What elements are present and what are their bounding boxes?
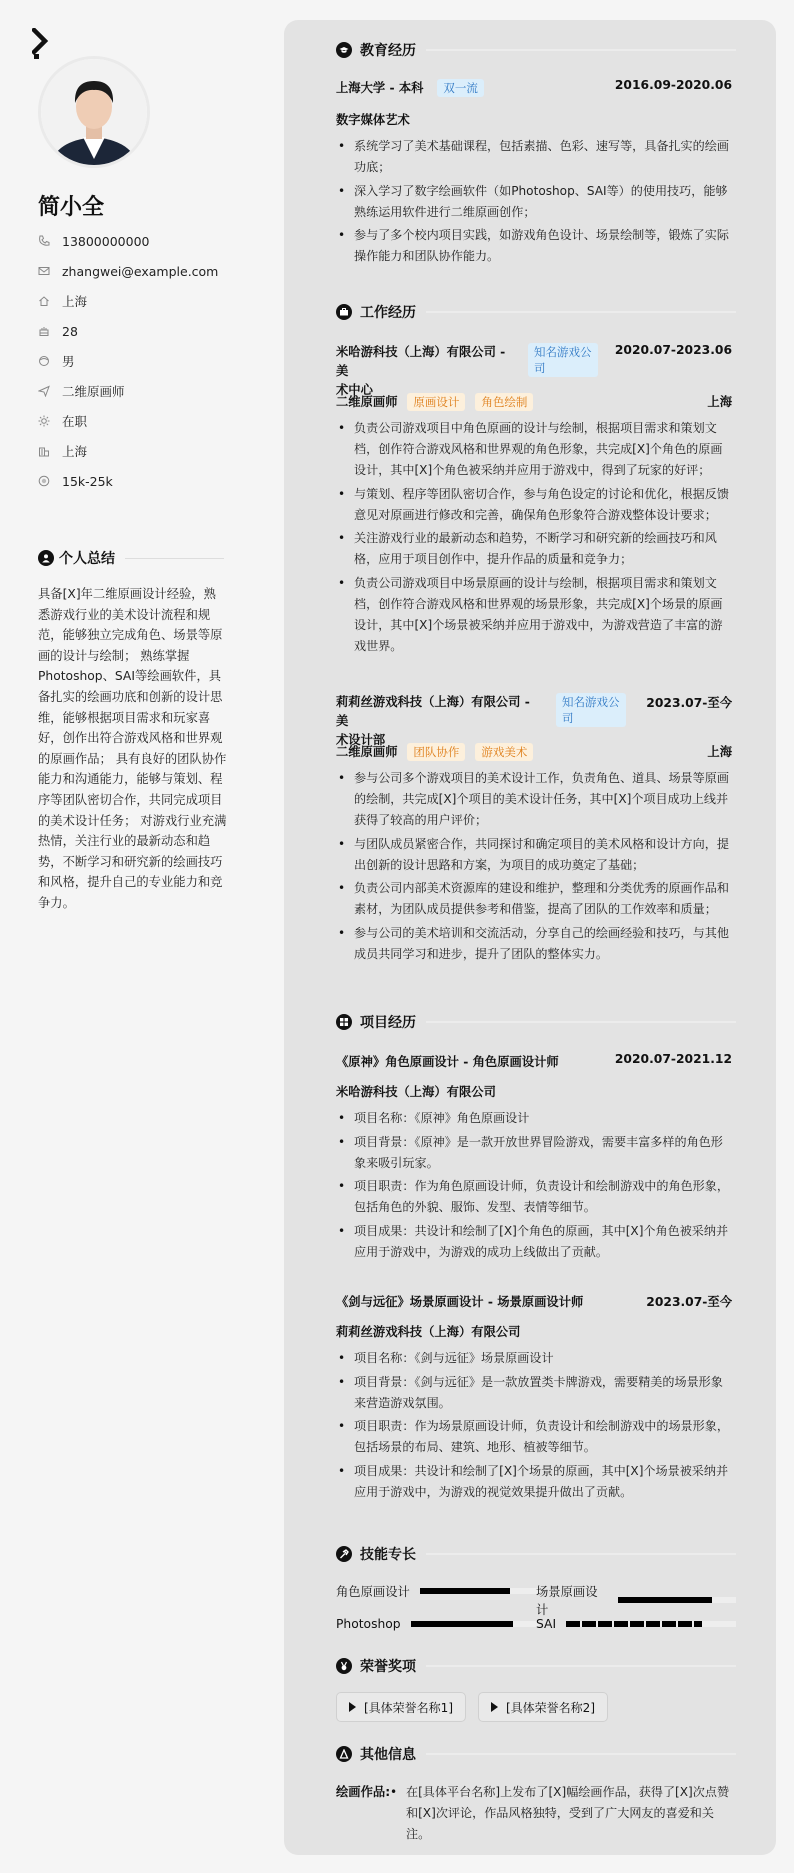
job-bullet: • 负责公司游戏项目中角色原画的设计与绘制，根据项目需求和策划文档，创作符合游戏风格和世界观的角色形象，共完成[X]个角色的原画设计，其中[X]个角色被采纳并应用于游戏中，得到了玩家的好评； [336,418,732,481]
project-company: 米哈游科技（上海）有限公司 [336,1085,496,1099]
project-bullets [336,1108,732,1265]
skill-name: 角色原画设计 [336,1585,410,1599]
contact-phone [38,226,238,256]
contact-salary [38,466,238,496]
honor-item-button[interactable] [478,1692,608,1722]
projects-heading-text: 项目经历 [360,1015,416,1031]
job-bullets [336,768,732,967]
job-entry [336,343,732,397]
job-bullet: • 负责公司内部美术资源库的建设和维护，整理和分类优秀的原画作品和素材，为团队成员提供参考和借鉴，提高了团队的工作效率和质量； [336,878,732,920]
info-icon [336,1746,352,1762]
other-label: 绘画作品: [336,1785,391,1799]
project-date: 2023.07-至今 [646,1295,732,1309]
age-icon [38,325,50,337]
contact-work-city [38,436,238,466]
user-icon [38,550,54,566]
other-heading [336,1744,736,1764]
skill-bar-fill [411,1621,513,1627]
skill-item [536,1617,736,1631]
skill-item [336,1617,539,1631]
job-bullet: • 负责公司游戏项目中场景原画的设计与绘制，根据项目需求和策划文档，创作符合游戏风格和世界观的场景形象，共完成[X]个场景的原画设计，其中[X]个场景被采纳并应用于游戏中，为游戏营造了丰富的游戏世界。 [336,573,732,657]
job-company-line1: 莉莉丝游戏科技（上海）有限公司 - 美 [336,695,530,728]
skill-name: SAI [536,1617,557,1631]
summary-divider [125,558,224,559]
job-company-tag-line1: 知名游戏公 [534,345,592,359]
location-text: 上海 [62,294,88,309]
project-title: 《原神》角色原画设计 - 角色原画设计师 [336,1055,559,1069]
skill-bar [618,1597,736,1603]
education-heading [336,40,736,60]
home-icon [38,295,50,307]
job-company-tag-line2: 司 [562,711,574,725]
honor-item-button[interactable] [336,1692,466,1722]
education-heading-text: 教育经历 [360,43,416,59]
gender-text: 男 [62,354,75,369]
other-divider [426,1753,736,1755]
job-company-tag-line1: 知名游戏公 [562,695,620,709]
profile-name: 简小全 [38,195,105,220]
job-role: 二维原画师 [336,395,398,409]
projects-heading [336,1012,736,1032]
honors-list [336,1692,732,1722]
graduation-cap-icon [336,42,352,58]
skill-name: Photoshop [336,1617,401,1631]
job-role: 二维原画师 [336,745,398,759]
other-bullets [388,1782,732,1848]
skills-heading-text: 技能专长 [360,1547,416,1563]
skills-divider [426,1553,736,1555]
honors-heading-text: 荣誉奖项 [360,1659,416,1675]
honor-name: [具体荣誉名称2] [506,1700,595,1715]
education-bullet: • 参与了多个校内项目实践，如游戏角色设计、场景绘制等，锻炼了实际操作能力和团队协作能力。 [336,225,732,267]
job-bullet: • 与策划、程序等团队密切合作，参与角色设定的讨论和优化，根据反馈意见对原画进行修改和完善，确保角色形象符合游戏整体设计要求； [336,484,732,526]
salary-text: 15k-25k [62,473,113,489]
education-bullet: • 系统学习了美术基础课程，包括素描、色彩、速写等，具备扎实的绘画功底； [336,136,732,178]
tools-icon [336,1546,352,1562]
education-bullet: • 深入学习了数字绘画软件（如Photoshop、SAI等）的使用技巧，能够熟练运用软件进行二维原画创作； [336,181,732,223]
job-company-tag [528,343,598,377]
project-title-row [336,1052,732,1070]
briefcase-icon [336,304,352,320]
phone-text: 13800000000 [62,233,150,249]
job-company-line1: 米哈游科技（上海）有限公司 - 美 [336,345,506,378]
honors-divider [426,1665,736,1667]
education-divider [426,49,736,51]
project-bullets [336,1348,732,1505]
work-city-text: 上海 [62,444,88,459]
school-name: 上海大学 - 本科 [336,81,424,95]
logo-chevron-icon [32,28,54,60]
project-title-row [336,1292,732,1310]
project-bullet: • 项目背景：《剑与远征》是一款放置类卡牌游戏，需要精美的场景形象来营造游戏氛围。 [336,1372,732,1414]
contact-email [38,256,238,286]
project-bullet: • 项目职责：作为角色原画设计师，负责设计和绘制游戏中的角色形象，包括角色的外貌、服饰、发型、表情等细节。 [336,1176,732,1218]
job-role-row [336,392,732,411]
honor-name: [具体荣誉名称1] [364,1700,453,1715]
other-bullet: • 在[具体平台名称]上发布了[X]幅绘画作品，获得了[X]次点赞和[X]次评论，作品风格独特，受到了广大网友的喜爱和关注。 [388,1782,732,1845]
skill-bar-fill [618,1597,712,1603]
job-company-tag [556,693,626,727]
contact-age [38,316,238,346]
job-date: 2023.07-至今 [646,696,732,710]
job-city: 上海 [707,745,732,759]
project-date: 2020.07-2021.12 [614,1052,732,1066]
skill-bar-fill [420,1588,510,1594]
job-tag: 游戏美术 [475,743,533,761]
skill-item [336,1582,540,1600]
mail-icon [38,265,50,277]
job-entry [336,693,732,747]
job-role-row [336,742,732,761]
job-bullet: • 与团队成员紧密合作，共同探讨和确定项目的美术风格和设计方向，提出创新的设计思路和方案，为项目的成功奠定了基础； [336,834,732,876]
project-bullet: • 项目名称：《剑与远征》场景原画设计 [336,1348,732,1369]
play-triangle-icon [491,1702,498,1712]
avatar [38,56,150,168]
building-icon [38,445,50,457]
summary-heading [38,548,224,568]
job-company-tag-line2: 司 [534,361,546,375]
grid-icon [336,1014,352,1030]
skill-item [536,1582,736,1618]
gender-icon [38,355,50,367]
medal-icon [336,1658,352,1674]
education-bullets [336,136,732,270]
main-panel [284,20,776,1855]
job-tag: 团队协作 [407,743,465,761]
job-city: 上海 [707,395,732,409]
sun-icon [38,415,50,427]
job-bullet: • 参与公司多个游戏项目的美术设计工作，负责角色、道具、场景等原画的绘制，共完成[X]个项目的美术设计任务，其中[X]个项目成功上线并获得了较高的用户评价； [336,768,732,831]
phone-icon [38,235,50,247]
contact-info-list [38,226,238,496]
play-triangle-icon [349,1702,356,1712]
position-text: 二维原画师 [62,384,125,399]
skill-bar [566,1621,736,1627]
project-title: 《剑与远征》场景原画设计 - 场景原画设计师 [336,1295,584,1309]
contact-status [38,406,238,436]
summary-heading-text: 个人总结 [59,551,115,567]
contact-position [38,376,238,406]
projects-divider [426,1021,736,1023]
summary-text: 具备[X]年二维原画设计经验，熟悉游戏行业的美术设计流程和规范，能够独立完成角色、场景等原画的设计与绘制； 熟练掌握Photoshop、SAI等绘画软件，具备扎实的绘画功底和创新的设计思维，能够根据项目需求和玩家喜好，创作出符合游戏风格和世界观的原画作品； 具有良好的团队协作能力和沟通能力，能够与策划、程序等团队密切合作，共同完成项目的美术设计任务； 对游戏行业充满热情，关注行业的最新动态和趋势，不断学习和研究新的绘画技巧和风格，提升自己的专业能力和竞争力。 [38,587,227,910]
status-text: 在职 [62,414,88,429]
work-heading-text: 工作经历 [360,305,416,321]
job-bullets [336,418,732,659]
job-date: 2020.07-2023.06 [614,343,732,357]
honors-heading [336,1656,736,1676]
education-entry [336,78,732,97]
skill-bar [420,1588,540,1594]
job-company-line2: 术设计部 [336,733,386,747]
other-heading-text: 其他信息 [360,1747,416,1763]
project-bullet: • 项目背景：《原神》是一款开放世界冒险游戏，需要丰富多样的角色形象来吸引玩家。 [336,1132,732,1174]
project-company: 莉莉丝游戏科技（上海）有限公司 [336,1325,521,1339]
age-text: 28 [62,323,78,339]
skill-name: 场景原画设计 [536,1585,598,1617]
job-company-line2: 术中心 [336,383,373,397]
project-bullet: • 项目成果：共设计和绘制了[X]个角色的原画，其中[X]个角色被采纳并应用于游戏中，为游戏的成功上线做出了贡献。 [336,1221,732,1263]
job-bullet: • 参与公司的美术培训和交流活动，分享自己的绘画经验和技巧，与其他成员共同学习和进步，提升了团队的整体实力。 [336,923,732,965]
skills-heading [336,1544,736,1564]
sidebar [0,0,270,1873]
skill-bar [411,1621,539,1627]
work-divider [426,311,736,313]
school-tag: 双一流 [437,79,484,97]
project-bullet: • 项目成果：共设计和绘制了[X]个场景的原画，其中[X]个场景被采纳并应用于游戏中，为游戏的视觉效果提升做出了贡献。 [336,1461,732,1503]
email-text: zhangwei@example.com [62,263,219,279]
education-date: 2016.09-2020.06 [614,78,732,92]
contact-location [38,286,238,316]
education-major: 数字媒体艺术 [336,113,410,127]
project-bullet: • 项目职责：作为场景原画设计师，负责设计和绘制游戏中的场景形象，包括场景的布局、建筑、地形、植被等细节。 [336,1416,732,1458]
skills-list [336,1582,736,1642]
project-bullet: • 项目名称：《原神》角色原画设计 [336,1108,732,1129]
job-tag: 角色绘制 [475,393,533,411]
send-icon [38,385,50,397]
work-heading [336,302,736,322]
coin-icon [38,475,50,487]
job-tag: 原画设计 [407,393,465,411]
skill-bar-fill [566,1621,702,1627]
job-bullet: • 关注游戏行业的最新动态和趋势，不断学习和研究新的绘画技巧和风格，应用于项目创作中，提升作品的质量和竞争力； [336,528,732,570]
contact-gender [38,346,238,376]
